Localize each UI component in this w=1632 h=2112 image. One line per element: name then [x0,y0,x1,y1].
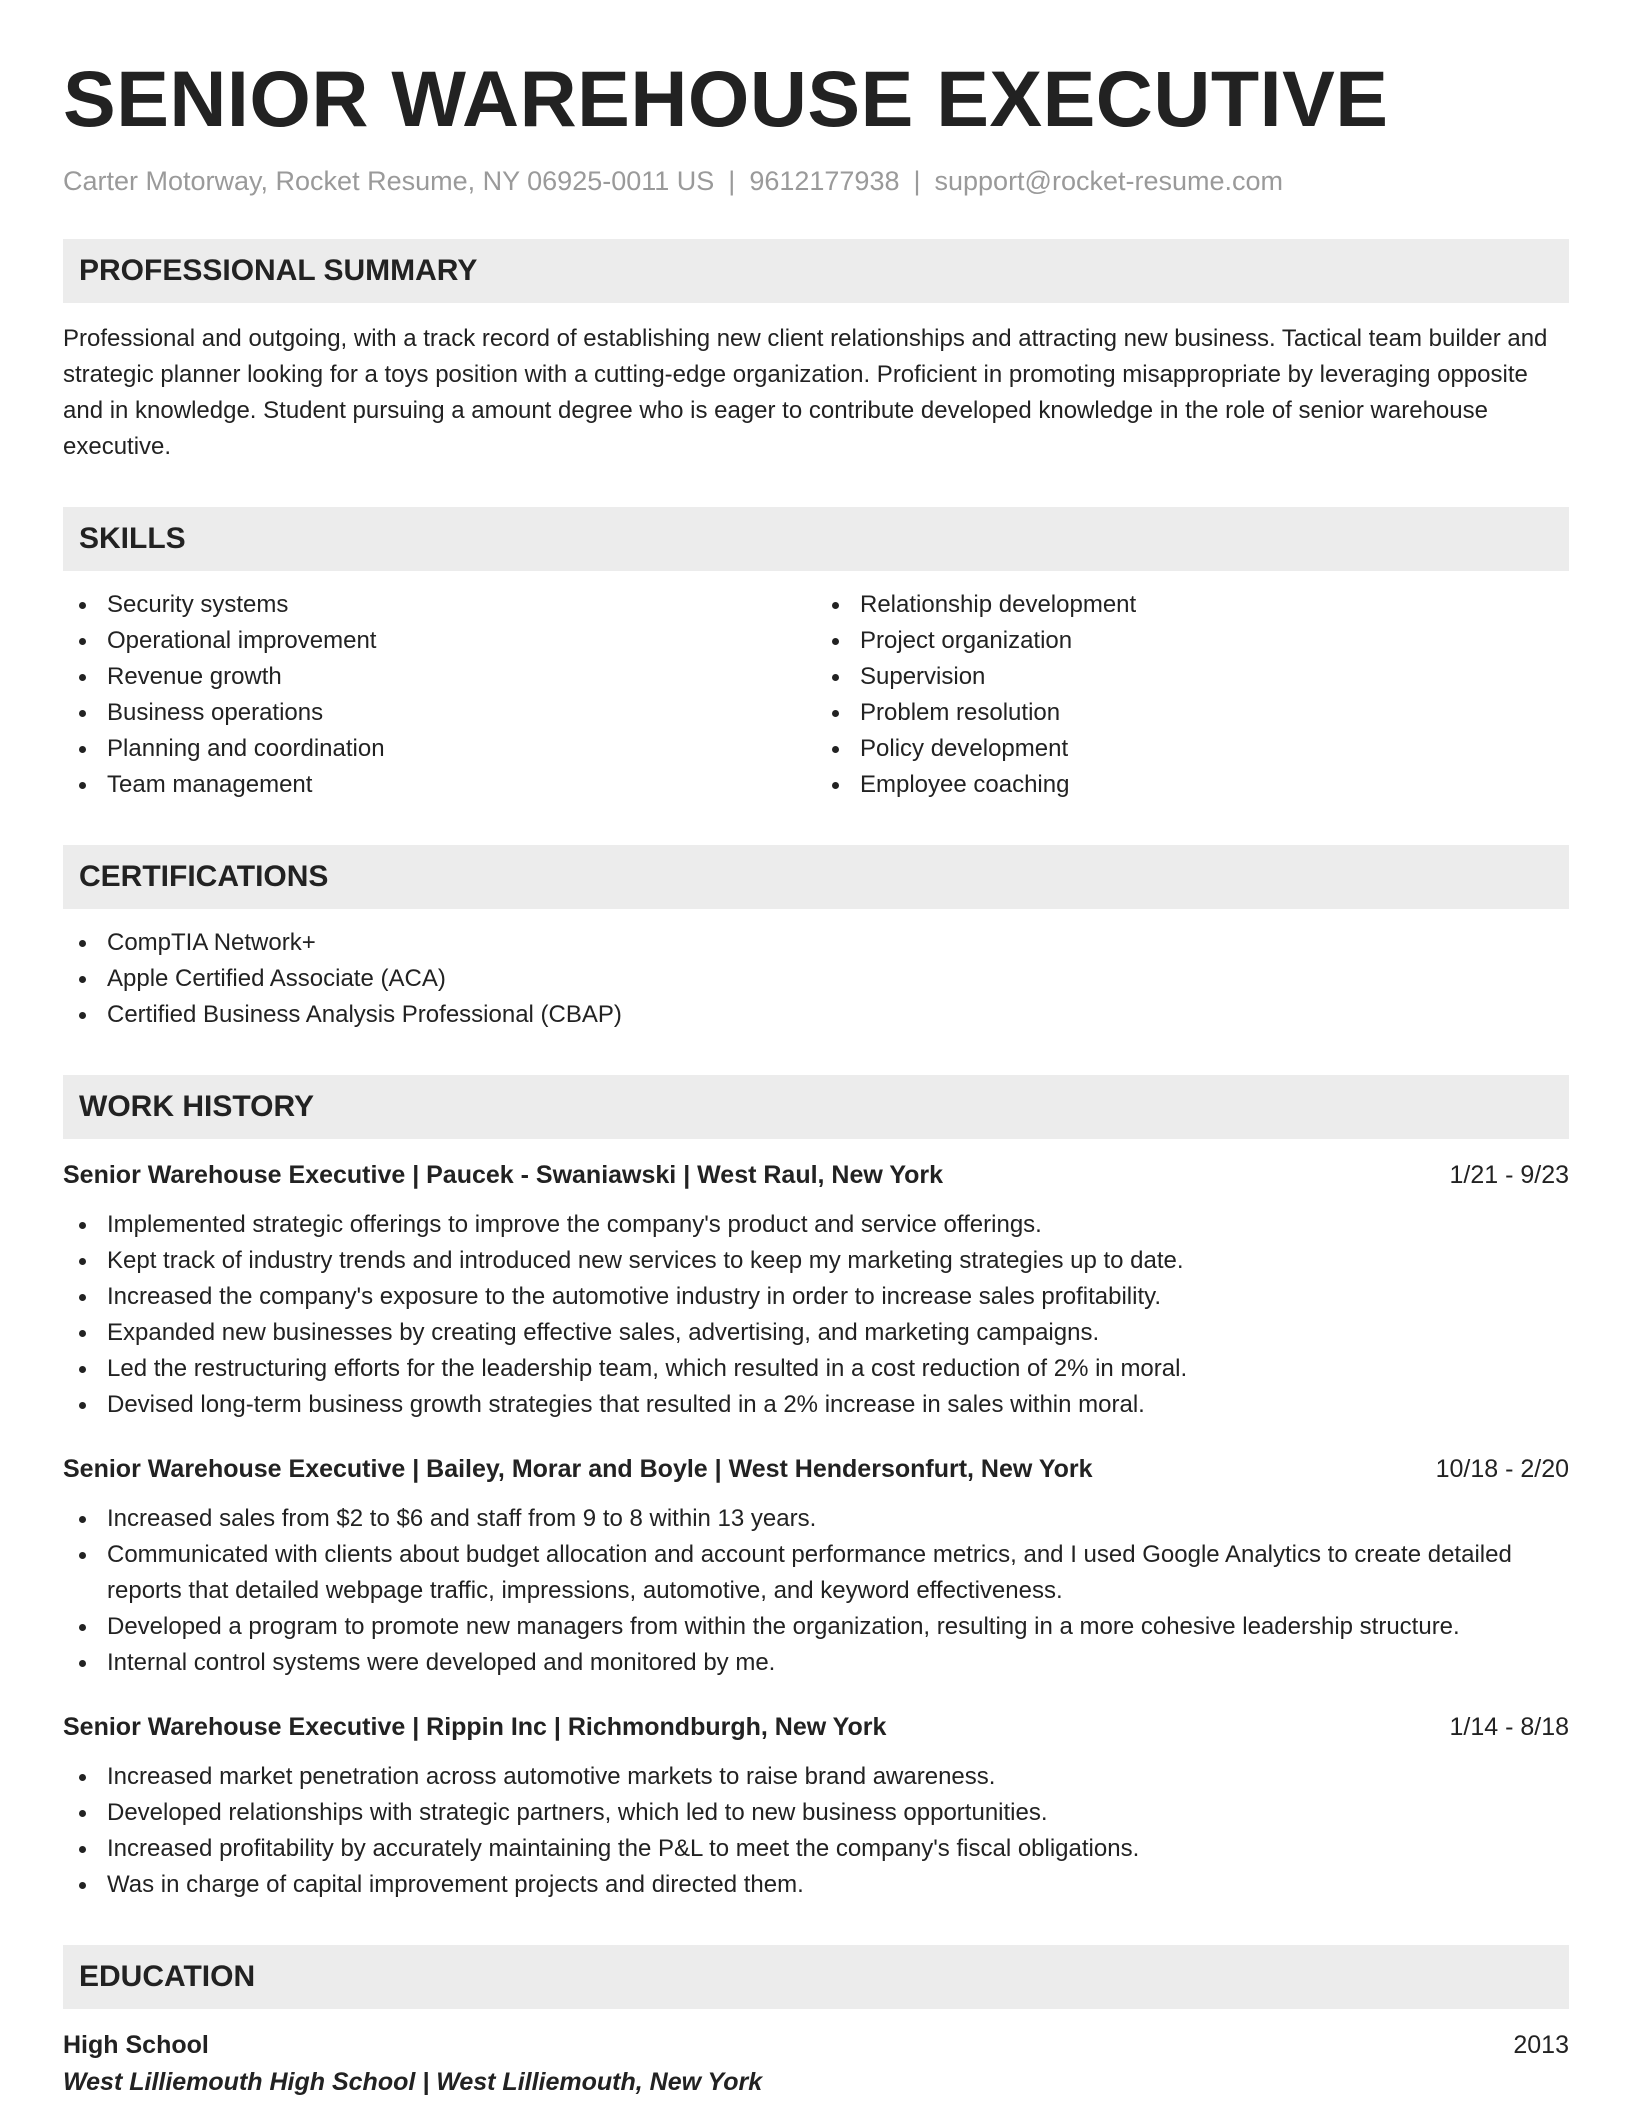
job-entry [63,1709,1569,1903]
certification-item: Certified Business Analysis Professional (CBAP) [63,997,1569,1033]
section-heading-summary: PROFESSIONAL SUMMARY [63,239,1569,303]
education-header [63,2027,1569,2063]
job-header [63,1451,1569,1487]
education-degree: High School [63,2031,209,2060]
job-bullet: Expanded new businesses by creating effective sales, advertising, and marketing campaigns. [63,1315,1569,1351]
contact-address: Carter Motorway, Rocket Resume, NY 06925-0011 US [63,165,715,196]
job-title: Senior Warehouse Executive | Bailey, Morar and Boyle | West Hendersonfurt, New York [63,1455,1093,1484]
job-dates: 1/14 - 8/18 [1449,1713,1569,1742]
skill-item: Team management [63,767,816,803]
skills-column-left [63,587,816,803]
job-entry [63,1157,1569,1423]
skills-column-right [816,587,1569,803]
skill-item: Project organization [816,623,1569,659]
job-title: Senior Warehouse Executive | Rippin Inc | Richmondburgh, New York [63,1713,887,1742]
section-heading-work-history: WORK HISTORY [63,1075,1569,1139]
job-bullet: Kept track of industry trends and introduced new services to keep my marketing strategies up to date. [63,1243,1569,1279]
job-dates: 1/21 - 9/23 [1449,1161,1569,1190]
job-dates: 10/18 - 2/20 [1435,1455,1569,1484]
job-bullet: Developed a program to promote new managers from within the organization, resulting in a more cohesive leadership structure. [63,1609,1569,1645]
job-bullet: Increased profitability by accurately maintaining the P&L to meet the company's fiscal obligations. [63,1831,1569,1867]
contact-line [63,165,1569,197]
job-bullet: Was in charge of capital improvement projects and directed them. [63,1867,1569,1903]
job-header [63,1709,1569,1745]
job-bullet: Led the restructuring efforts for the leadership team, which resulted in a cost reduction of 2% in moral. [63,1351,1569,1387]
job-bullets [63,1501,1569,1681]
job-title: Senior Warehouse Executive | Paucek - Swaniawski | West Raul, New York [63,1161,944,1190]
contact-phone: 9612177938 [749,165,900,196]
skill-item: Policy development [816,731,1569,767]
education-entry [63,2027,1569,2101]
job-bullet: Devised long-term business growth strategies that resulted in a 2% increase in sales within moral. [63,1387,1569,1423]
job-bullets [63,1759,1569,1903]
job-bullets [63,1207,1569,1423]
certification-item: Apple Certified Associate (ACA) [63,961,1569,997]
contact-separator: | [728,165,736,196]
certification-item: CompTIA Network+ [63,925,1569,961]
section-heading-education: EDUCATION [63,1945,1569,2009]
skill-item: Revenue growth [63,659,816,695]
skill-item: Operational improvement [63,623,816,659]
job-bullet: Implemented strategic offerings to improve the company's product and service offerings. [63,1207,1569,1243]
skill-item: Employee coaching [816,767,1569,803]
education-school: West Lilliemouth High School | West Lilliemouth, New York [63,2068,763,2097]
certifications-list [63,925,1569,1033]
skill-item: Problem resolution [816,695,1569,731]
contact-email: support@rocket-resume.com [934,165,1284,196]
job-bullet: Increased market penetration across automotive markets to raise brand awareness. [63,1759,1569,1795]
contact-separator: | [913,165,921,196]
job-bullet: Internal control systems were developed and monitored by me. [63,1645,1569,1681]
job-entry [63,1451,1569,1681]
job-bullet: Communicated with clients about budget allocation and account performance metrics, and I used Google Analytics to create detailed reports that detailed webpage traffic, impressions, automotive, and keyword effectiveness. [63,1537,1569,1609]
skill-item: Relationship development [816,587,1569,623]
job-header [63,1157,1569,1193]
resume-name: SENIOR WAREHOUSE EXECUTIVE [63,54,1389,143]
skill-item: Planning and coordination [63,731,816,767]
job-bullet: Increased sales from $2 to $6 and staff from 9 to 8 within 13 years. [63,1501,1569,1537]
job-bullet: Increased the company's exposure to the automotive industry in order to increase sales profitability. [63,1279,1569,1315]
skill-item: Security systems [63,587,816,623]
skill-item: Business operations [63,695,816,731]
summary-text: Professional and outgoing, with a track record of establishing new client relationships and attracting new business. Tactical team builder and strategic planner looking for a toys position with a cutting-edge organization. Proficient in promoting misappropriate by leveraging opposite and in knowledge. Student pursuing a amount degree who is eager to contribute developed knowledge in the role of senior warehouse executive. [63,325,1548,461]
education-year: 2013 [1513,2031,1569,2060]
section-heading-skills: SKILLS [63,507,1569,571]
job-bullet: Developed relationships with strategic partners, which led to new business opportunities. [63,1795,1569,1831]
skill-item: Supervision [816,659,1569,695]
section-heading-certifications: CERTIFICATIONS [63,845,1569,909]
skills-list [63,587,1569,803]
